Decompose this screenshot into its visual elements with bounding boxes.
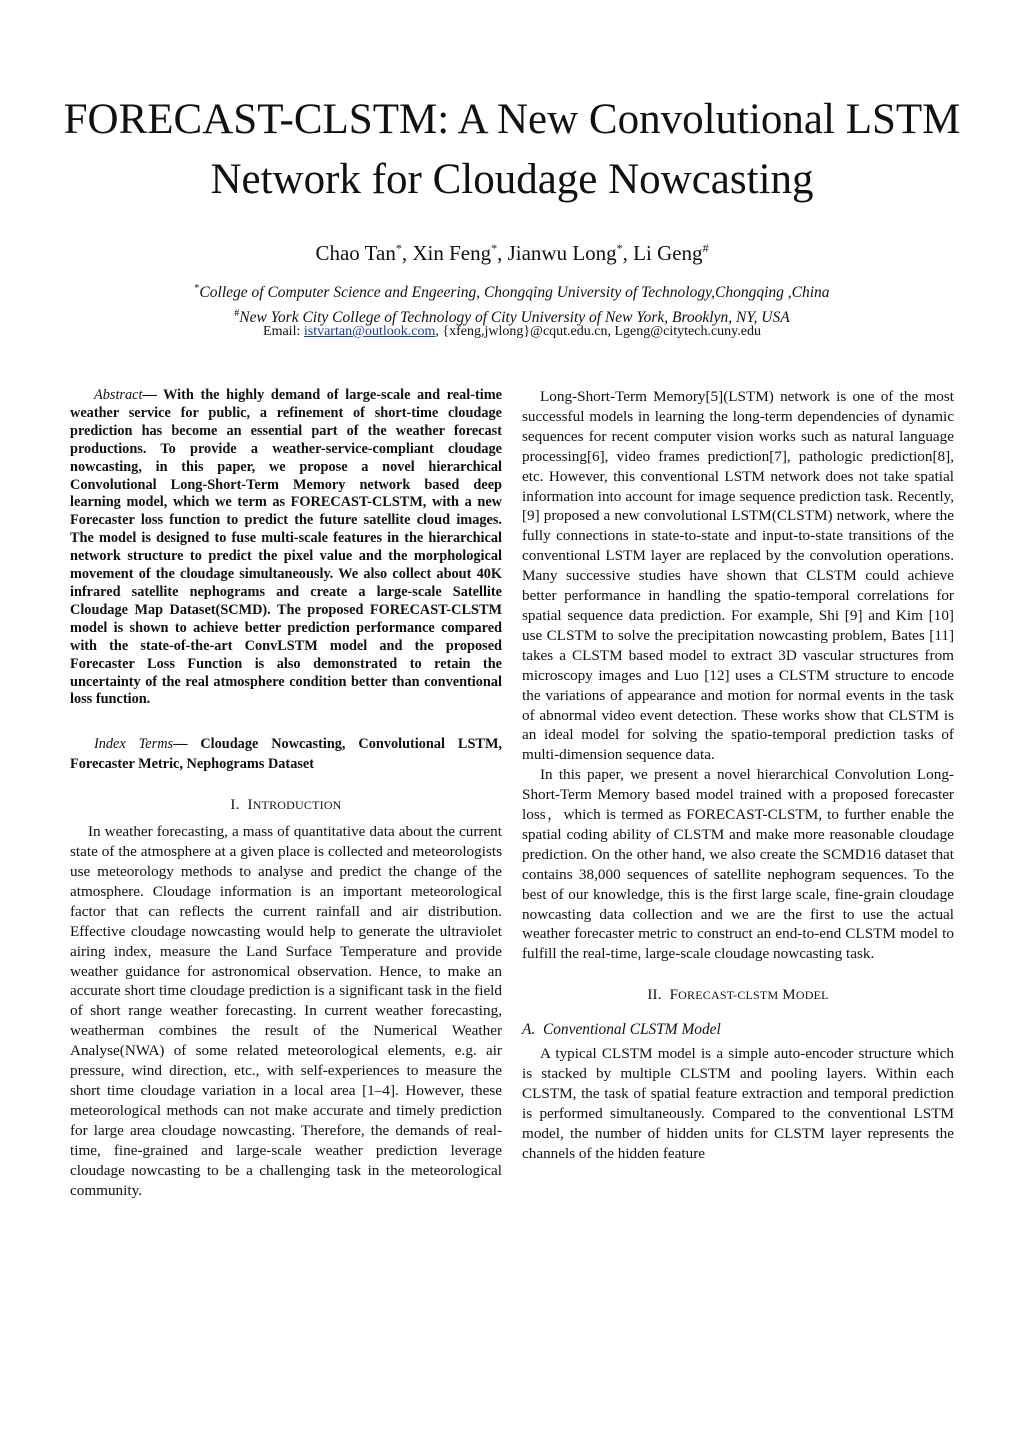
title-line-2: Network for Cloudage Nowcasting bbox=[210, 156, 814, 203]
section-number: II. bbox=[647, 987, 662, 1004]
affiliation-mark: * bbox=[194, 283, 200, 294]
author-name: Li Geng bbox=[633, 241, 703, 265]
subsection-heading bbox=[522, 1020, 954, 1040]
index-terms-text: Cloudage Nowcasting, Convolutional LSTM, Forecaster Metric, Nephograms Dataset bbox=[70, 736, 503, 772]
model-paragraph-1: A typical CLSTM model is a simple auto-encoder structure which is stacked by multiple CLSTM and pooling layers. Within each CLSTM, the task of spatial feature extraction and temporal prediction is performed simultaneously. Compared to the conventional LSTM model, the number of hidden units for CLSTM layer represents the channels of the hidden feature bbox=[522, 1045, 954, 1162]
abstract-lead: Abstract bbox=[94, 387, 143, 403]
subsection-title: Conventional CLSTM Model bbox=[542, 1021, 721, 1039]
section-first-letter: F bbox=[669, 987, 679, 1004]
section-rest: ORECAST-CLSTM bbox=[678, 988, 779, 1003]
section-first-letter: M bbox=[782, 987, 796, 1004]
author-mark: * bbox=[395, 241, 402, 255]
email-label: Email: bbox=[263, 324, 304, 339]
section-heading-introduction bbox=[70, 796, 502, 816]
author-mark: # bbox=[702, 241, 709, 255]
author-list: Chao Tan*, Xin Feng*, Jianwu Long*, Li Geng# bbox=[315, 241, 709, 265]
affiliation-text: College of Computer Science and Engeering, Chongqing University of Technology,Chongqing ,China bbox=[199, 284, 830, 302]
abstract-dash: — bbox=[142, 387, 164, 403]
left-column bbox=[70, 387, 502, 1200]
right-column bbox=[522, 387, 954, 1164]
subsection-label: A. bbox=[522, 1021, 536, 1039]
section-rest: ODEL bbox=[795, 988, 829, 1003]
intro-paragraph-1: In weather forecasting, a mass of quantitative data about the current state of the atmosphere at a given place is collected and meteorologists use meteorology methods to analyse and predict the change of the atmosphere. Cloudage information is an important meteorological factor that can reflects the current rainfall and air distribution. Effective cloudage nowcasting would help to generate the ultraviolet airing index, measure the Land Surface Temperature and provide weather guidance for astronomical observation. Hence, to make an accurate short time cloudage prediction is a significant task in the field of short range weather forecasting. In current weather forecasting, weatherman combines the result of the Numerical Weather Analyse(NWA) of some related meteorological elements, e.g. air pressure, wind direction, etc., with self-experiences to measure the short time cloudage variation in a local area [1–4]. However, these meteorological methods can not make accurate and timely prediction for large area cloudage nowcasting. Therefore, the demands of real-time, fine-grained and large-scale weather prediction leverage cloudage nowcasting to be a challenging task in the meteorological community. bbox=[70, 823, 502, 1199]
section-heading-model bbox=[522, 986, 954, 1006]
author-name: Jianwu Long bbox=[507, 241, 617, 265]
index-terms bbox=[70, 735, 502, 774]
index-terms-lead: Index Terms bbox=[94, 736, 174, 753]
paper-title bbox=[40, 90, 984, 210]
email-line bbox=[40, 323, 984, 341]
author-mark: * bbox=[616, 241, 623, 255]
author-name: Xin Feng bbox=[412, 241, 492, 265]
affiliation-1 bbox=[40, 279, 984, 303]
abstract bbox=[70, 387, 502, 709]
intro-paragraph-2: Long-Short-Term Memory[5](LSTM) network is one of the most successful models in learning the long-term dependencies of dynamic sequences for recent computer vision works such as natural language processing[6], video frames prediction[7], pathologic prediction[8], etc. However, this conventional LSTM network does not take spatial information into account for image sequence prediction task. Recently, [9] proposed a new convolutional LSTM(CLSTM) network, where the fully connections in state-to-state and input-to-state transitions of the conventional LSTM layer are replaced by the convolution operations. Many successive studies have shown that CLSTM could achieve better performance in handling the spatio-temporal correlations for spatial sequence data prediction. For example, Shi [9] and Kim [10] use CLSTM to solve the precipitation nowcasting problem, Bates [11] takes a CLSTM based model to extract 3D vascular structures from microscopy images and Luo [12] uses a CLSTM structure to encode the variations of appearance and motion for normal events in the task of abnormal video event detection. These works show that CLSTM is an ideal model for solving the spatio-temporal prediction tasks of multi-dimension sequence data. bbox=[522, 388, 954, 764]
author-name: Chao Tan bbox=[315, 241, 396, 265]
title-line-1: FORECAST-CLSTM: A New Convolutional LSTM bbox=[63, 96, 961, 143]
email-link[interactable]: istvartan@outlook.com bbox=[303, 324, 436, 339]
email-rest: , {xfeng,jwlong}@cqut.edu.cn, Lgeng@citytech.cuny.edu bbox=[435, 324, 761, 339]
section-rest: NTRODUCTION bbox=[252, 798, 342, 813]
section-number: I. bbox=[230, 797, 240, 814]
section-first-letter: I bbox=[247, 797, 253, 814]
intro-paragraph-3: In this paper, we present a novel hierarchical Convolution Long-Short-Term Memory based model trained with a proposed forecaster loss，which is termed as FORECAST-CLSTM, to further enable the spatial coding ability of CLSTM and make more reasonable cloudage prediction. On the other hand, we also create the SCMD16 dataset that contains 38,000 sequences of satellite nephogram sequences. To the best of our knowledge, this is the first large scale, fine-grain cloudage nowcasting data collection and we are the first to use the actual weather forecaster metric to construct an end-to-end CLSTM model to fulfill the real-time, large-scale cloudage nowcasting task. bbox=[522, 766, 954, 963]
affiliation-mark: # bbox=[234, 308, 240, 319]
affiliation-text: New York City College of Technology of City University of New York, Brooklyn, NY, USA bbox=[239, 309, 790, 327]
author-mark: * bbox=[491, 241, 498, 255]
abstract-text: With the highly demand of large-scale and real-time weather service for public, a refinement of short-time cloudage prediction has become an essential part of the weather forecast productions. To provide a weather-service-compliant cloudage nowcasting, in this paper, we propose a novel hierarchical Convolutional Long-Short-Term Memory network based deep learning model, which we term as FORECAST-CLSTM, with a new Forecaster loss function to predict the future satellite cloud images. The model is designed to fuse multi-scale features in the hierarchical network structure to predict the pixel value and the morphological movement of the cloudage simultaneously. We also collect about 40K infrared satellite nephograms and create a large-scale Satellite Cloudage Map Dataset(SCMD). The proposed FORECAST-CLSTM model is shown to achieve better prediction performance compared with the state-of-the-art ConvLSTM model and the proposed Forecaster Loss Function is also demonstrated to retain the uncertainty of the real atmosphere condition better than conventional loss function. bbox=[70, 387, 503, 708]
index-terms-dash: — bbox=[173, 736, 201, 753]
